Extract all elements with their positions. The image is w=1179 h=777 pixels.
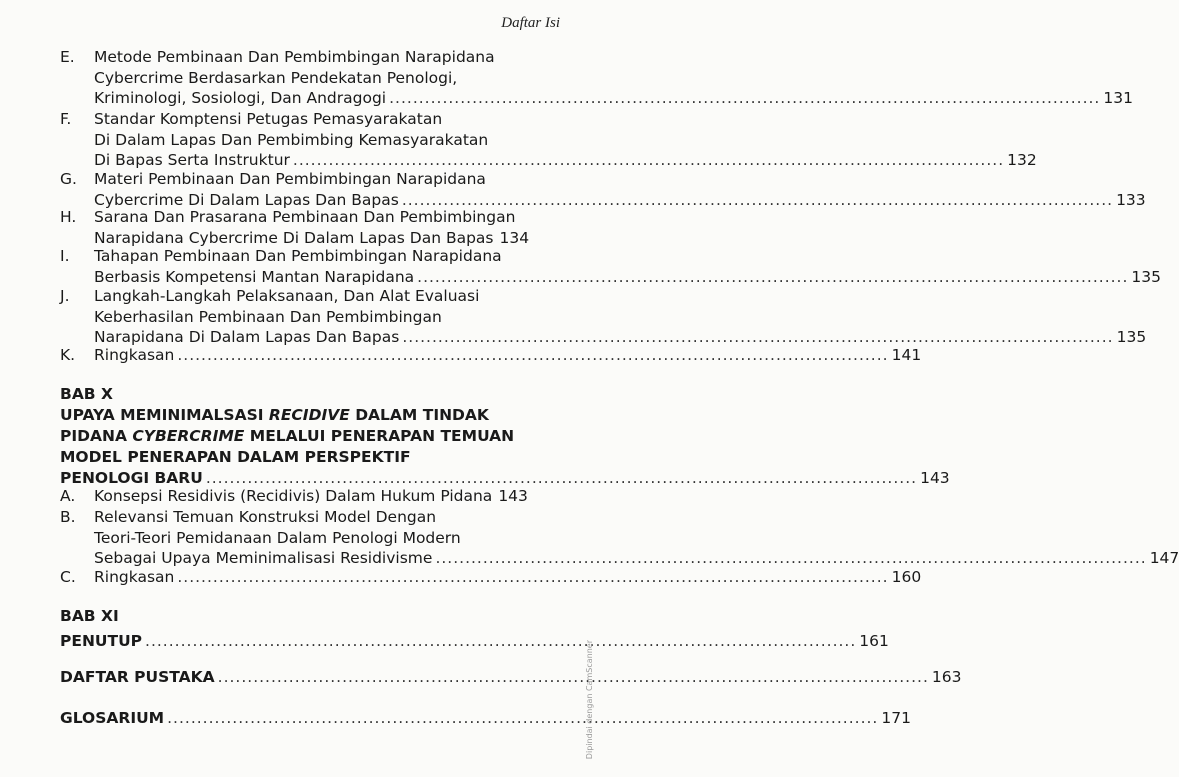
entry-letter: I. (60, 247, 70, 265)
dot-leader: ........................................................................................................................ (217, 668, 929, 686)
entry-title-line: Narapidana Di Dalam Lapas Dan Bapas (94, 328, 400, 346)
page-number: 132 (1007, 151, 1037, 169)
entry-title-line: Sarana Dan Prasarana Pembinaan Dan Pembimbingan (94, 208, 516, 226)
chapter-label: BAB X (60, 385, 113, 403)
running-head: Daftar Isi (501, 15, 560, 31)
chapter-title-line: UPAYA MEMINIMALSASI RECIDIVE DALAM TINDAK (60, 406, 489, 424)
chapter-title-line: PENOLOGI BARU (60, 469, 203, 487)
dot-leader: ........................................................................................................................ (145, 632, 857, 650)
page-number: 133 (1116, 190, 1146, 209)
entry-title-line: Langkah-Langkah Pelaksanaan, Dan Alat Evaluasi (94, 287, 480, 305)
scanner-watermark: Dipindai dengan CamScanner (585, 640, 594, 760)
entry-letter: E. (60, 48, 75, 66)
entry-title-line: Tahapan Pembinaan Dan Pembimbingan Narapidana (94, 247, 502, 265)
chapter-title-line: MODEL PENERAPAN DALAM PERSPEKTIF (60, 448, 411, 466)
page-number: 135 (1131, 267, 1161, 286)
entry-title-line: Teori-Teori Pemidanaan Dalam Penologi Modern (94, 528, 461, 547)
chapter-title-line: DAFTAR PUSTAKA (60, 668, 215, 686)
page-number: 147 (1149, 549, 1179, 567)
dot-leader: ........................................................................................................................ (205, 469, 918, 487)
entry-title-line: Di Bapas Serta Instruktur (94, 151, 290, 169)
entry-title-line: Keberhasilan Pembinaan Dan Pembimbingan (94, 307, 442, 326)
page-number: 141 (891, 346, 922, 364)
entry-title-line: Ringkasan (94, 568, 175, 586)
toc-chapter-x[interactable] (60, 384, 950, 489)
entry-letter: A. (60, 487, 76, 505)
dot-leader: ........................................................................................................................ (402, 328, 1114, 346)
page-number: 134 (499, 228, 530, 247)
chapter-title-line: GLOSARIUM (60, 709, 165, 727)
entry-title-line: Ringkasan (94, 346, 175, 364)
entry-title-line: Cybercrime Di Dalam Lapas Dan Bapas (94, 190, 399, 209)
page-number: 143 (920, 469, 950, 487)
entry-letter: B. (60, 508, 76, 526)
dot-leader: ........................................................................................................................ (401, 190, 1114, 209)
entry-title-line: Kriminologi, Sosiologi, Dan Andragogi (94, 89, 387, 107)
entry-title-line: Standar Komptensi Petugas Pemasyarakatan (94, 110, 443, 128)
page-number: 163 (931, 668, 962, 686)
entry-title-line: Metode Pembinaan Dan Pembimbingan Narapidana (94, 48, 495, 66)
entry-title-line: Di Dalam Lapas Dan Pembimbing Kemasyarakatan (94, 130, 489, 149)
dot-leader: ........................................................................................................................ (292, 151, 1005, 169)
entry-title-line: Cybercrime Berdasarkan Pendekatan Penologi, (94, 68, 458, 87)
entry-title-line: Relevansi Temuan Konstruksi Model Dengan (94, 508, 437, 526)
entry-title-line: Sebagai Upaya Meminimalisasi Residivisme (94, 549, 433, 567)
entry-letter: F. (60, 110, 72, 128)
dot-leader: ........................................................................................................................ (389, 89, 1101, 107)
page-number: 161 (859, 632, 889, 650)
dot-leader: ........................................................................................................................ (167, 709, 879, 727)
entry-title-line: Narapidana Cybercrime Di Dalam Lapas Dan Bapas (94, 228, 494, 247)
page-number: 171 (881, 709, 911, 727)
page-number: 160 (891, 568, 922, 586)
entry-letter: J. (60, 287, 70, 305)
dot-leader: ........................................................................................................................ (177, 346, 889, 364)
toc-daftar-pustaka[interactable] (60, 667, 962, 688)
entry-letter: K. (60, 346, 76, 364)
page-number: 135 (1116, 328, 1147, 346)
entry-title-line: Berbasis Kompetensi Mantan Narapidana (94, 267, 415, 286)
dot-leader: ........................................................................................................................ (417, 267, 1129, 286)
entry-letter: C. (60, 568, 76, 586)
entry-title-line: Materi Pembinaan Dan Pembimbingan Narapidana (94, 170, 486, 188)
entry-letter: G. (60, 170, 77, 188)
chapter-title-line: PENUTUP (60, 632, 143, 650)
entry-letter: H. (60, 208, 77, 226)
entry-title-line: Konsepsi Residivis (Recidivis) Dalam Hukum Pidana (94, 487, 493, 505)
toc-chapter-xi[interactable] (60, 606, 889, 652)
chapter-title-line: PIDANA CYBERCRIME MELALUI PENERAPAN TEMUAN (60, 427, 515, 445)
dot-leader: ........................................................................................................................ (177, 568, 889, 586)
chapter-label: BAB XI (60, 607, 119, 625)
page-number: 143 (498, 487, 528, 505)
toc-glosarium[interactable] (60, 708, 911, 729)
page-number: 131 (1103, 89, 1133, 107)
dot-leader: ........................................................................................................................ (435, 549, 1147, 567)
